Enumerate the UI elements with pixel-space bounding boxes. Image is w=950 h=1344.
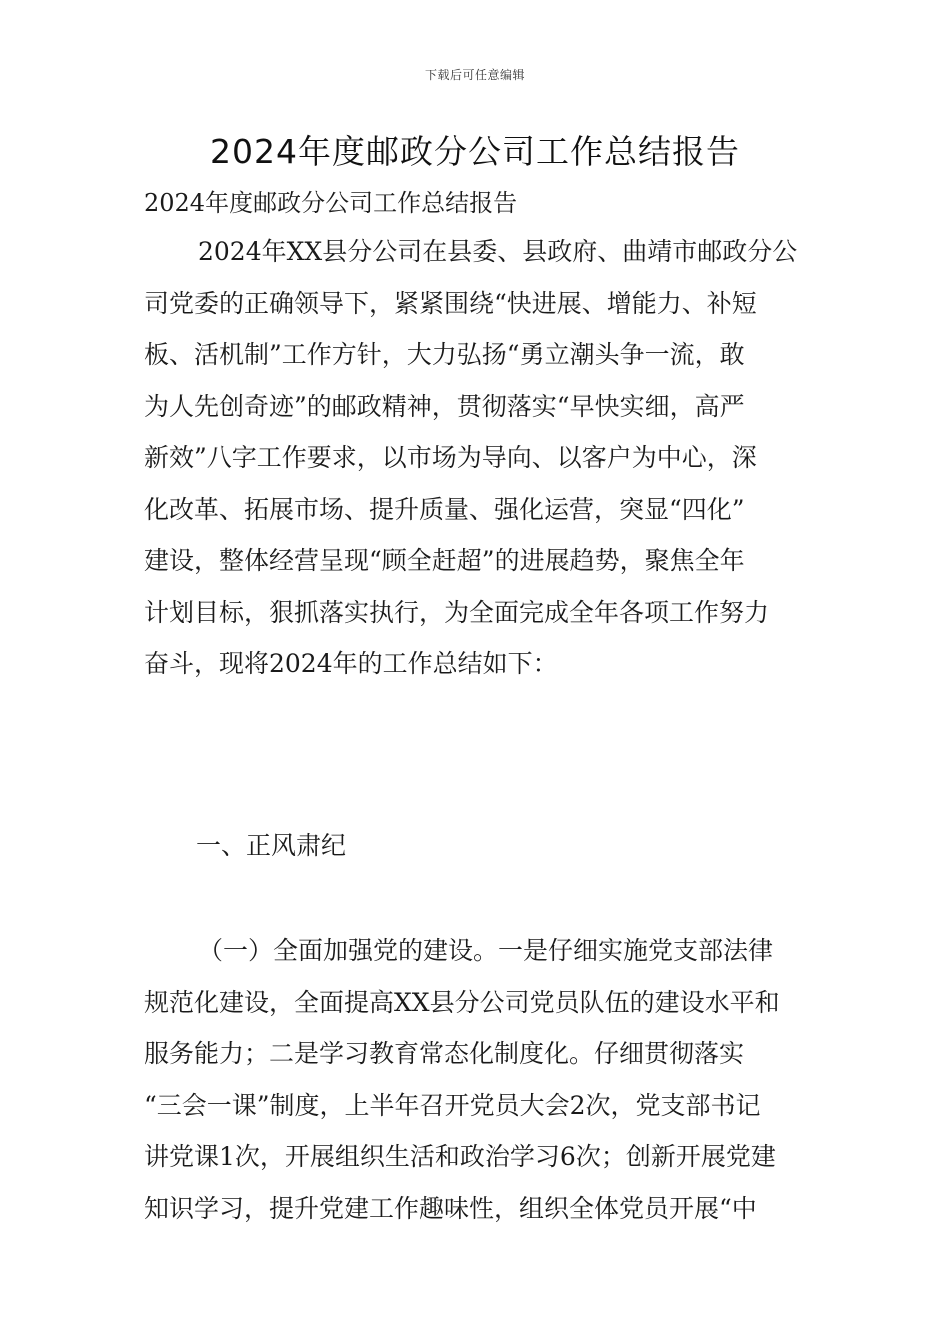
paragraph-line: 规范化建设，全面提高XX县分公司党员队伍的建设水平和	[144, 987, 780, 1017]
paragraph-line: 建设，整体经营呈现“顾全赶超”的进展趋势，聚焦全年	[144, 546, 745, 575]
paragraph-line: “三会一课”制度，上半年召开党员大会2次，党支部书记	[144, 1090, 761, 1120]
paragraph-line: 知识学习，提升党建工作趣味性，组织全体党员开展“中	[144, 1193, 757, 1223]
paragraph-line: 新效”八字工作要求，以市场为导向、以客户为中心，深	[144, 443, 757, 472]
paragraph-line: 板、活机制”工作方针，大力弘扬“勇立潮头争一流，敢	[144, 340, 745, 369]
header-note: 下载后可任意编辑	[424, 68, 525, 82]
section-paragraph	[144, 925, 810, 1234]
paragraph-line: 化改革、拓展市场、提升质量、强化运营，突显“四化”	[144, 494, 745, 524]
paragraph-line: 服务能力；二是学习教育常态化制度化。仔细贯彻落实	[144, 1039, 745, 1068]
paragraph-line: 计划目标，狠抓落实执行，为全面完成全年各项工作努力	[144, 597, 770, 627]
paragraph-line: 为人先创奇迹”的邮政精神，贯彻落实“早快实细，高严	[144, 391, 745, 421]
paragraph-line: （一）全面加强党的建设。一是仔细实施党支部法律	[198, 936, 774, 965]
paragraph-line: 司党委的正确领导下，紧紧围绕“快进展、增能力、补短	[144, 288, 757, 318]
paragraph-line: 讲党课1次，开展组织生活和政治学习6次；创新开展党建	[144, 1142, 776, 1171]
intro-paragraph	[144, 226, 810, 690]
paragraph-line: 奋斗，现将2024年的工作总结如下：	[144, 649, 558, 678]
section-heading: 一、正风肃纪	[196, 831, 347, 860]
document-subtitle: 2024年度邮政分公司工作总结报告	[144, 189, 518, 217]
document-title: 2024年度邮政分公司工作总结报告	[210, 132, 740, 171]
paragraph-line: 2024年XX县分公司在县委、县政府、曲靖市邮政分公	[198, 237, 798, 266]
